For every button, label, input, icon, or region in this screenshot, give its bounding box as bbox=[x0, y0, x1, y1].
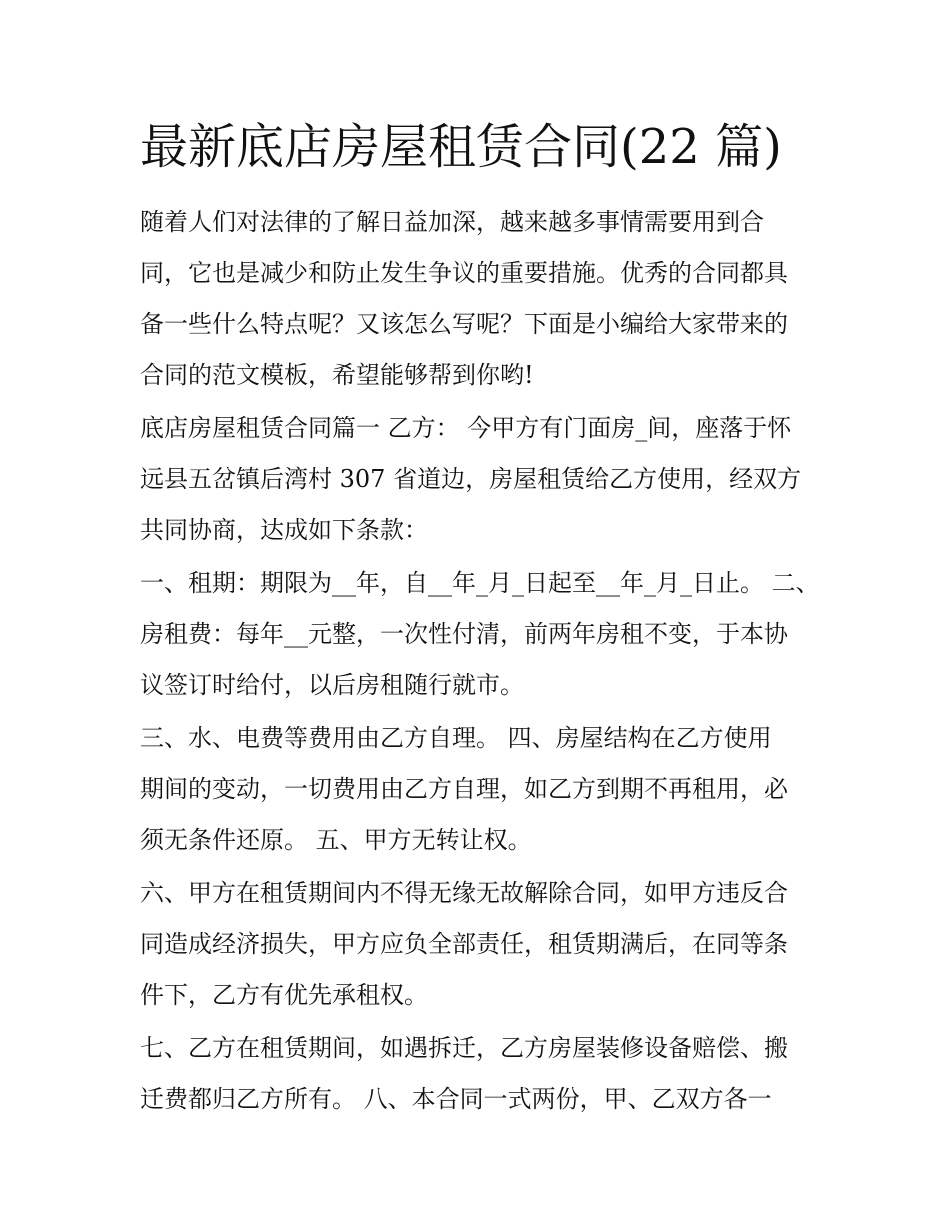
text-line: 底店房屋租赁合同篇一 乙方： 今甲方有门面房_间，座落于怀 bbox=[140, 414, 792, 442]
text-line: 六、甲方在租赁期间内不得无缘无故解除合同，如甲方违反合 bbox=[140, 879, 788, 907]
paragraph-clause-3-5 bbox=[140, 713, 820, 866]
paragraph-intro bbox=[140, 197, 820, 401]
text-line: 七、乙方在租赁期间，如遇拆迁，乙方房屋装修设备赔偿、搬 bbox=[140, 1034, 788, 1062]
text-line: 件下，乙方有优先承租权。 bbox=[140, 981, 428, 1009]
text-line: 合同的范文模板，希望能够帮到你哟! bbox=[140, 361, 534, 389]
text-line: 备一些什么特点呢？又该怎么写呢？下面是小编给大家带来的 bbox=[140, 310, 788, 338]
text-line: 远县五岔镇后湾村 307 省道边，房屋租赁给乙方使用，经双方 bbox=[140, 465, 802, 493]
text-line: 同，它也是减少和防止发生争议的重要措施。优秀的合同都具 bbox=[140, 259, 788, 287]
text-line: 迁费都归乙方所有。 八、本合同一式两份，甲、乙双方各一 bbox=[140, 1085, 772, 1113]
paragraph-clause-1-2 bbox=[140, 558, 820, 711]
text-line: 议签订时给付，以后房租随行就市。 bbox=[140, 671, 524, 699]
document-title: 最新底店房屋租赁合同(22 篇) bbox=[140, 119, 782, 175]
paragraph-clause-6 bbox=[140, 868, 820, 1021]
paragraph-contract-opening bbox=[140, 403, 820, 556]
text-line: 随着人们对法律的了解日益加深，越来越多事情需要用到合 bbox=[140, 208, 764, 236]
text-line: 共同协商，达成如下条款： bbox=[140, 516, 428, 544]
document-body bbox=[140, 197, 820, 1127]
paragraph-clause-7-8 bbox=[140, 1023, 820, 1125]
text-line: 三、水、电费等费用由乙方自理。 四、房屋结构在乙方使用 bbox=[140, 724, 772, 752]
text-line: 房租费：每年__元整，一次性付清，前两年房租不变，于本协 bbox=[140, 620, 788, 648]
text-line: 期间的变动，一切费用由乙方自理，如乙方到期不再租用，必 bbox=[140, 775, 788, 803]
text-line: 须无条件还原。 五、甲方无转让权。 bbox=[140, 826, 532, 854]
text-line: 一、租期：期限为__年，自__年_月_日起至__年_月_日止。 二、 bbox=[140, 569, 820, 597]
text-line: 同造成经济损失，甲方应负全部责任，租赁期满后，在同等条 bbox=[140, 930, 788, 958]
